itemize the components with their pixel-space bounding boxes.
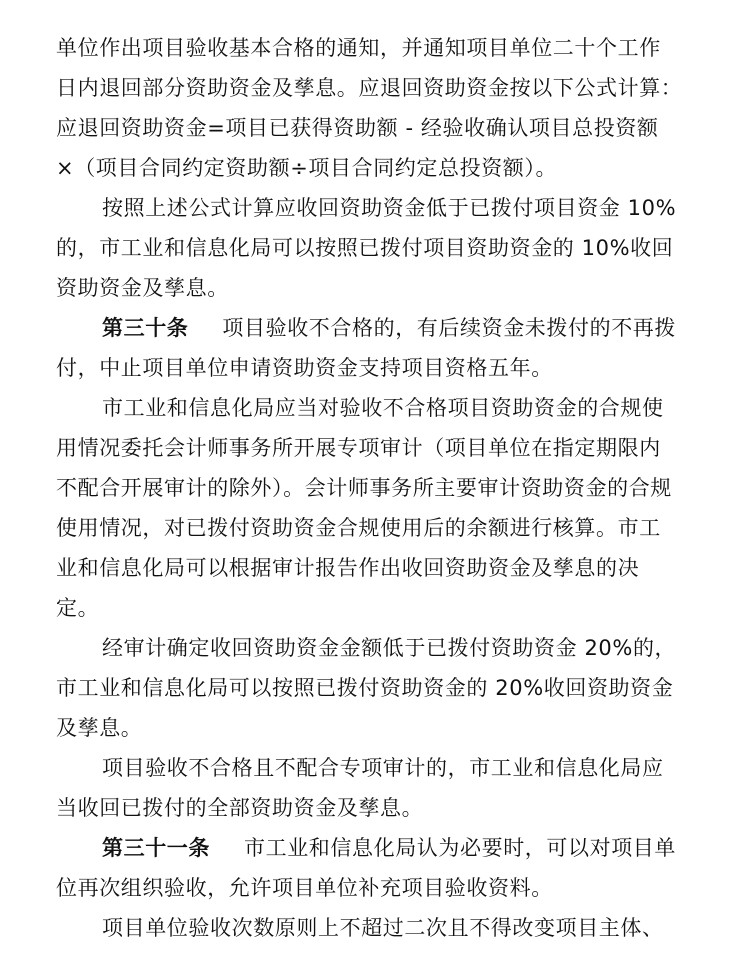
text-line: 项目验收不合格且不配合专项审计的，市工业和信息化局应 <box>102 756 664 780</box>
text-line: 日内退回部分资助资金及孳息。应退回资助资金按以下公式计算： <box>56 76 683 100</box>
text-line: 及孳息。 <box>56 716 143 740</box>
text-line: 市工业和信息化局应当对验收不合格项目资助资金的合规使 <box>102 396 664 420</box>
text-line: ×（项目合同约定资助额÷项目合同约定总投资额）。 <box>56 156 558 180</box>
text-line: 经审计确定收回资助资金金额低于已拨付资助资金 20%的， <box>102 636 677 660</box>
text-line: 位再次组织验收，允许项目单位补充项目验收资料。 <box>56 876 553 900</box>
text-line: 应退回资助资金=项目已获得资助额 - 经验收确认项目总投资额 <box>56 116 659 140</box>
text-line: 资助资金及孳息。 <box>56 276 229 300</box>
text-line: 付，中止项目单位申请资助资金支持项目资格五年。 <box>56 356 553 380</box>
article-text: 项目验收不合格的，有后续资金未拨付的不再拨 <box>222 316 677 340</box>
article-number: 第三十条 <box>102 316 189 340</box>
text-line: 使用情况，对已拨付资助资金合规使用后的余额进行核算。市工 <box>56 516 661 540</box>
text-line: 业和信息化局可以根据审计报告作出收回资助资金及孳息的决 <box>56 556 640 580</box>
article-text: 市工业和信息化局认为必要时，可以对项目单 <box>244 836 676 860</box>
text-line: 按照上述公式计算应收回资助资金低于已拨付项目资金 10% <box>102 196 677 220</box>
text-line: 单位作出项目验收基本合格的通知，并通知项目单位二十个工作 <box>56 36 661 60</box>
article-31-line <box>56 828 716 868</box>
text-line: 当收回已拨付的全部资助资金及孳息。 <box>56 796 424 820</box>
text-line: 市工业和信息化局可以按照已拨付资助资金的 20%收回资助资金 <box>56 676 674 700</box>
document-page <box>56 28 716 948</box>
article-number: 第三十一条 <box>102 836 210 860</box>
text-line: 项目单位验收次数原则上不超过二次且不得改变项目主体、 <box>102 916 664 940</box>
article-30-line <box>56 308 716 348</box>
text-line: 定。 <box>56 596 100 620</box>
text-line: 不配合开展审计的除外）。会计师事务所主要审计资助资金的合规 <box>56 476 672 500</box>
text-line: 用情况委托会计师事务所开展专项审计（项目单位在指定期限内 <box>56 436 661 460</box>
text-line: 的，市工业和信息化局可以按照已拨付项目资助资金的 10%收回 <box>56 236 674 260</box>
